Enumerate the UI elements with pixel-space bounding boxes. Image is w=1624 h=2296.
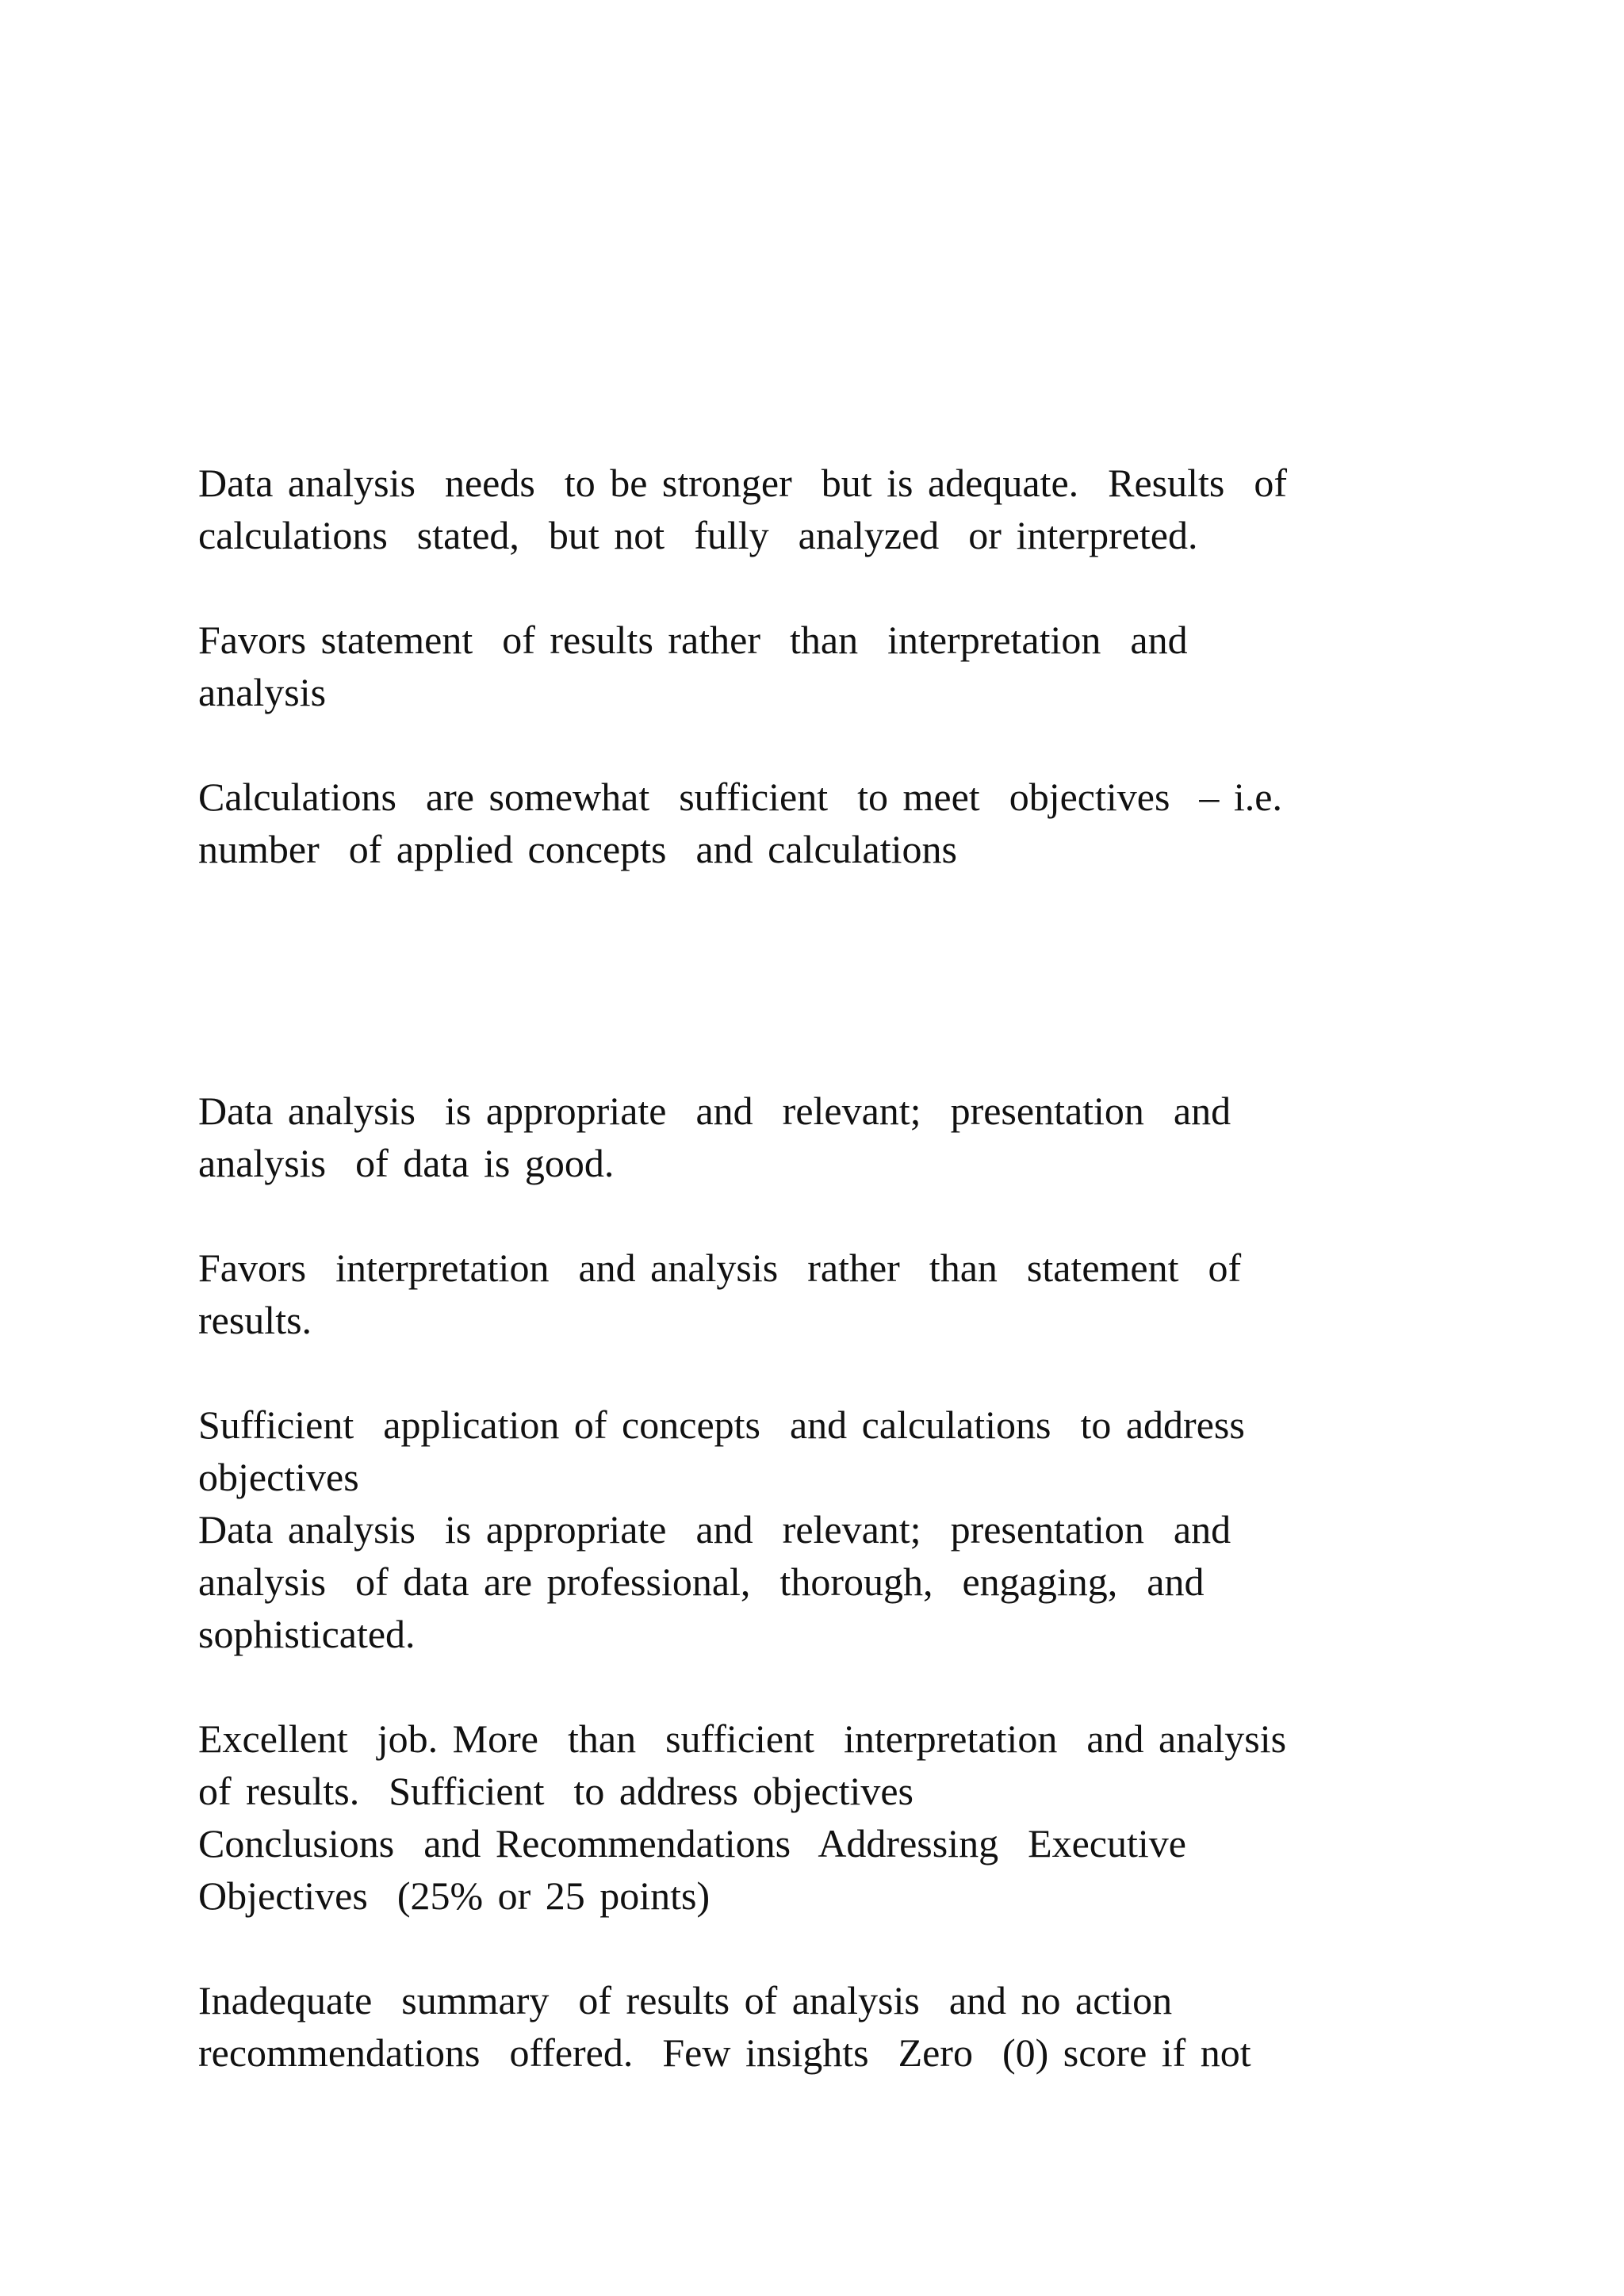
text-line-6: number of applied concepts and calculations <box>198 827 957 871</box>
text-line-2: calculations stated, but not fully analyzed or interpreted. <box>198 513 1198 557</box>
text-line-16: Excellent job. More than sufficient interpretation and analysis <box>198 1716 1287 1761</box>
text-line-14: analysis of data are professional, thorough, engaging, and <box>198 1559 1205 1604</box>
text-line-11: Sufficient application of concepts and calculations to address <box>198 1402 1245 1447</box>
text-line-15: sophisticated. <box>198 1612 416 1656</box>
text-line-13: Data analysis is appropriate and relevant; presentation and <box>198 1507 1231 1552</box>
text-line-8: analysis of data is good. <box>198 1141 615 1185</box>
text-line-3: Favors statement of results rather than interpretation and <box>198 618 1188 662</box>
text-line-10: results. <box>198 1298 312 1342</box>
text-line-5: Calculations are somewhat sufficient to meet objectives – i.e. <box>198 775 1282 819</box>
text-line-17: of results. Sufficient to address objectives <box>198 1769 914 1813</box>
text-line-4: analysis <box>198 670 327 714</box>
text-line-12: objectives <box>198 1455 359 1499</box>
text-line-9: Favors interpretation and analysis rather than statement of <box>198 1246 1242 1290</box>
text-line-20: Inadequate summary of results of analysis and no action <box>198 1978 1173 2022</box>
text-line-7: Data analysis is appropriate and relevant; presentation and <box>198 1089 1231 1133</box>
text-line-1: Data analysis needs to be stronger but is adequate. Results of <box>198 461 1288 505</box>
text-line-21: recommendations offered. Few insights Zero (0) score if not <box>198 2030 1251 2075</box>
text-line-18: Conclusions and Recommendations Addressing Executive <box>198 1821 1186 1866</box>
text-line-19: Objectives (25% or 25 points) <box>198 1873 710 1918</box>
